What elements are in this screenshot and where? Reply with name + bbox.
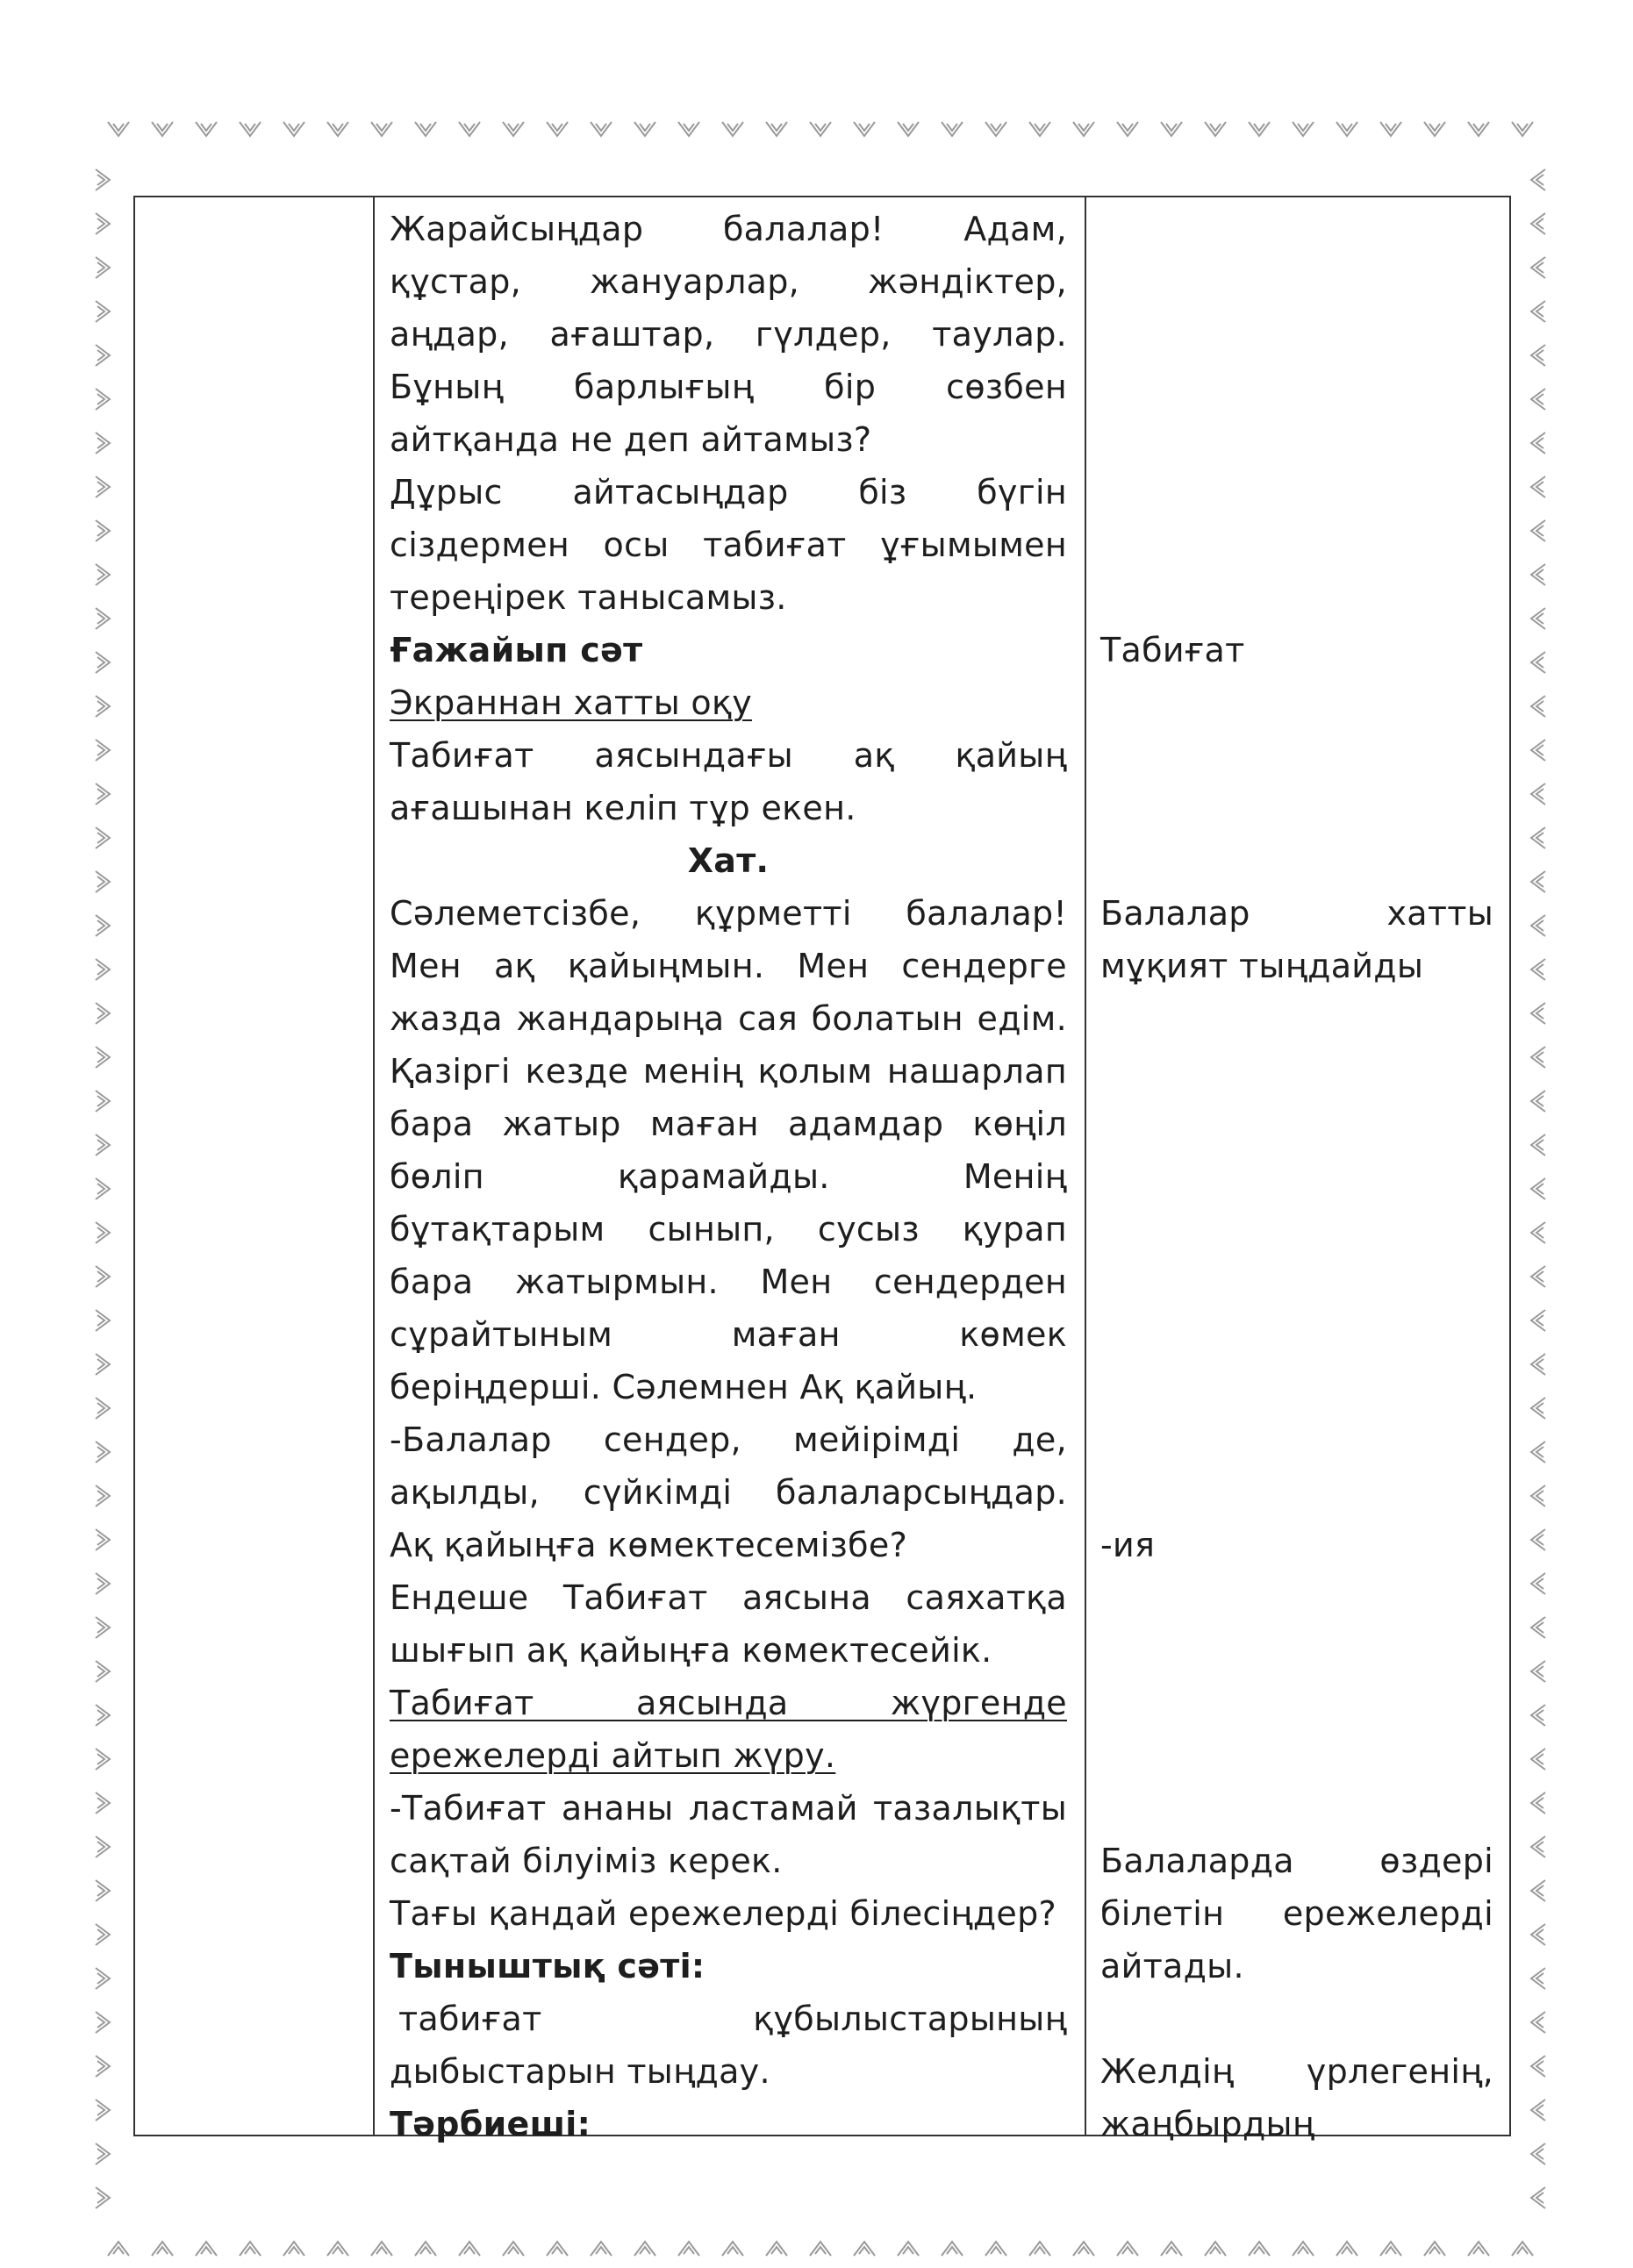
teacher-text-line: Бұның барлығың бір сөзбен — [390, 368, 1067, 406]
border-ornament — [1531, 1924, 1545, 1945]
border-ornament — [96, 1529, 110, 1550]
border-ornament — [1531, 1134, 1545, 1155]
border-ornament — [96, 1617, 110, 1638]
border-ornament — [96, 301, 110, 322]
border-ornament — [1512, 2242, 1533, 2256]
border-ornament — [96, 783, 110, 805]
border-ornament — [96, 1091, 110, 1112]
border-ornament — [1424, 2242, 1445, 2256]
children-text-line: Балалар хатты — [1100, 894, 1493, 933]
border-ornament — [1531, 959, 1545, 980]
teacher-text-line: Сәлеметсізбе, құрметті балалар! — [390, 894, 1067, 933]
border-ornament — [96, 169, 110, 190]
teacher-text-line: Табиғат аясындағы ақ қайың — [390, 736, 1067, 775]
border-ornament — [591, 122, 612, 136]
border-ornament — [1531, 301, 1545, 322]
border-ornament — [1531, 696, 1545, 717]
teacher-text-line: бара жатыр маған адамдар көңіл — [390, 1105, 1067, 1143]
border-ornament — [1293, 122, 1314, 136]
border-ornament — [1531, 2100, 1545, 2121]
children-text-line: -ия — [1100, 1526, 1156, 1564]
teacher-text-line: Тағы қандай ережелерді білесіңдер? — [390, 1894, 1056, 1933]
border-ornament — [415, 2242, 436, 2256]
border-ornament — [1531, 1398, 1545, 1419]
border-ornament — [1531, 1529, 1545, 1550]
border-ornament — [240, 122, 261, 136]
border-ornament — [1531, 2012, 1545, 2033]
border-ornament — [1531, 1178, 1545, 1199]
border-ornament — [547, 122, 568, 136]
teacher-text-line: Мен ақ қайыңмын. Мен сендерге — [390, 947, 1067, 985]
children-text-line: Желдің үрлегенің, — [1100, 2052, 1493, 2091]
children-text-line: мұқият тыңдайды — [1100, 947, 1424, 985]
teacher-text-line: Ендеше Табиғат аясына саяхатқа — [390, 1578, 1067, 1617]
border-ornament — [722, 122, 743, 136]
border-ornament — [1468, 122, 1489, 136]
teacher-text-line: Ғажайып сәт — [390, 631, 643, 669]
teacher-text-line: бұтақтарым сынып, сусыз қурап — [390, 1210, 1067, 1248]
border-ornament — [1336, 122, 1357, 136]
border-ornament — [96, 1266, 110, 1287]
border-ornament — [766, 122, 787, 136]
border-ornament — [96, 1661, 110, 1682]
border-ornament — [1117, 2242, 1138, 2256]
border-ornament — [283, 122, 304, 136]
border-ornament — [1531, 1485, 1545, 1506]
children-text-line: айтады. — [1100, 1947, 1244, 1985]
border-ornament — [942, 122, 963, 136]
border-ornament — [371, 2242, 392, 2256]
border-ornament — [152, 122, 173, 136]
border-ornament — [196, 122, 217, 136]
border-ornament — [1531, 1266, 1545, 1287]
border-ornament — [96, 213, 110, 234]
border-ornament — [1380, 2242, 1401, 2256]
border-ornament — [96, 1134, 110, 1155]
border-ornament — [96, 257, 110, 278]
border-ornament — [634, 122, 655, 136]
border-ornament — [96, 433, 110, 454]
border-ornament — [96, 1880, 110, 1901]
children-text-line: Балаларда өздері — [1100, 1842, 1493, 1880]
border-ornament — [96, 740, 110, 761]
border-ornament — [810, 2242, 831, 2256]
teacher-text-line: Тәрбиеші: — [390, 2105, 591, 2143]
border-ornament — [1161, 2242, 1182, 2256]
border-ornament — [96, 345, 110, 366]
border-ornament — [1512, 122, 1533, 136]
children-text-line: жаңбырдың — [1100, 2105, 1315, 2143]
children-note — [1100, 624, 1493, 676]
border-ornament — [96, 2056, 110, 2077]
border-ornament — [96, 608, 110, 629]
children-text-line: Табиғат — [1100, 631, 1245, 669]
border-ornament — [547, 2242, 568, 2256]
teacher-text-line: шығып ақ қайыңға көмектесейік. — [390, 1631, 992, 1670]
border-ornament — [854, 2242, 875, 2256]
border-ornament — [1205, 2242, 1226, 2256]
border-ornament — [722, 2242, 743, 2256]
border-ornament — [108, 2242, 129, 2256]
border-ornament — [1073, 122, 1094, 136]
border-ornament — [96, 476, 110, 497]
teacher-text-line: бара жатырмын. Мен сендерден — [390, 1263, 1067, 1301]
border-ornament — [1531, 1573, 1545, 1594]
border-ornament — [810, 122, 831, 136]
teacher-text-line: бөліп қарамайды. Менің — [390, 1157, 1067, 1196]
border-ornament — [96, 1749, 110, 1770]
children-note — [1100, 887, 1493, 992]
border-ornament — [96, 827, 110, 848]
border-ornament — [1531, 1792, 1545, 1814]
border-ornament — [96, 1836, 110, 1857]
border-ornament — [1117, 122, 1138, 136]
border-ornament — [1531, 915, 1545, 936]
teacher-text-line: аңдар, ағаштар, гүлдер, таулар. — [390, 315, 1067, 354]
border-ornament — [1293, 2242, 1314, 2256]
border-ornament — [1531, 169, 1545, 190]
border-ornament — [1249, 122, 1270, 136]
border-ornament — [1531, 2187, 1545, 2208]
border-ornament — [96, 564, 110, 585]
teacher-text-line: тереңірек танысамыз. — [390, 578, 787, 617]
border-ornament — [96, 1398, 110, 1419]
border-ornament — [108, 122, 129, 136]
border-ornament — [1531, 520, 1545, 541]
teacher-text-line: жазда жандарыңа сая болатын едім. — [390, 999, 1067, 1038]
border-ornament — [1531, 1836, 1545, 1857]
border-ornament — [1531, 827, 1545, 848]
border-ornament — [1531, 1749, 1545, 1770]
border-ornament — [415, 122, 436, 136]
border-ornament — [1531, 652, 1545, 673]
border-ornament — [1531, 1222, 1545, 1243]
border-ornament — [459, 122, 480, 136]
border-ornament — [152, 2242, 173, 2256]
border-ornament — [1531, 1968, 1545, 1989]
border-ornament — [96, 1047, 110, 1068]
border-ornament — [1424, 122, 1445, 136]
border-ornament — [1531, 1880, 1545, 1901]
border-ornament — [1531, 389, 1545, 410]
border-ornament — [283, 2242, 304, 2256]
border-ornament — [96, 1485, 110, 1506]
border-ornament — [503, 122, 524, 136]
teacher-text-line: -Табиғат ананы ластамай тазалықты — [390, 1789, 1067, 1828]
border-ornament — [854, 122, 875, 136]
border-ornament — [1531, 871, 1545, 892]
teacher-text-line: құстар, жануарлар, жәндіктер, — [390, 262, 1067, 301]
teacher-text-line: дыбыстарын тыңдау. — [390, 2052, 770, 2091]
teacher-text-line: Ақ қайыңға көмектесемізбе? — [390, 1526, 908, 1564]
border-ornament — [898, 122, 919, 136]
border-ornament — [985, 2242, 1006, 2256]
border-ornament — [1531, 476, 1545, 497]
border-ornament — [678, 122, 699, 136]
border-ornament — [96, 2100, 110, 2121]
border-ornament — [942, 2242, 963, 2256]
border-ornament — [1531, 1354, 1545, 1375]
teacher-text-line: Жарайсыңдар балалар! Адам, — [390, 210, 1067, 248]
border-ornament — [96, 871, 110, 892]
border-ornament — [898, 2242, 919, 2256]
border-ornament — [1029, 122, 1050, 136]
children-note — [1100, 1835, 1493, 1993]
border-ornament — [1336, 2242, 1357, 2256]
border-ornament — [1531, 345, 1545, 366]
border-ornament — [1380, 122, 1401, 136]
teacher-text-line: табиғат құбылыстарының — [398, 2000, 1067, 2038]
border-ornament — [1531, 2143, 1545, 2164]
teacher-text-line: ағашынан келіп тұр екен. — [390, 789, 856, 827]
border-ornament — [1531, 213, 1545, 234]
border-ornament — [1531, 1442, 1545, 1463]
border-ornament — [96, 652, 110, 673]
border-ornament — [96, 915, 110, 936]
border-ornament — [503, 2242, 524, 2256]
teacher-text-line: ақылды, сүйкімді балаларсыңдар. — [390, 1473, 1067, 1512]
border-ornament — [1205, 122, 1226, 136]
border-ornament — [678, 2242, 699, 2256]
teacher-text-line: Хат. — [687, 841, 770, 880]
border-ornament — [459, 2242, 480, 2256]
border-ornament — [1531, 1003, 1545, 1024]
teacher-text-line: Табиғат аясында жүргенде — [390, 1684, 1067, 1722]
column-divider-left — [373, 197, 375, 2135]
border-ornament — [240, 2242, 261, 2256]
border-ornament — [591, 2242, 612, 2256]
children-text-line: білетін ережелерді — [1100, 1894, 1493, 1933]
border-ornament — [96, 1442, 110, 1463]
teacher-text-line: сақтай білуіміз керек. — [390, 1842, 783, 1880]
teacher-text-line: айтқанда не деп айтамыз? — [390, 420, 872, 459]
border-ornament — [96, 696, 110, 717]
border-ornament — [1531, 1617, 1545, 1638]
border-ornament — [1531, 740, 1545, 761]
border-ornament — [96, 2143, 110, 2164]
column-divider-right — [1085, 197, 1086, 2135]
teacher-text-line: -Балалар сендер, мейірімді де, — [390, 1420, 1067, 1459]
border-ornament — [1531, 1047, 1545, 1068]
border-ornament — [1531, 433, 1545, 454]
teacher-text-line: ережелерді айтып жүру. — [390, 1736, 836, 1775]
border-ornament — [1531, 1661, 1545, 1682]
border-ornament — [1531, 1705, 1545, 1726]
border-ornament — [1249, 2242, 1270, 2256]
border-ornament — [96, 1792, 110, 1814]
border-ornament — [96, 520, 110, 541]
border-ornament — [1531, 2056, 1545, 2077]
border-ornament — [327, 2242, 348, 2256]
teacher-text-line: Қазіргі кезде менің қолым нашарлап — [390, 1052, 1067, 1091]
border-ornament — [196, 2242, 217, 2256]
border-ornament — [96, 1968, 110, 1989]
border-ornament — [766, 2242, 787, 2256]
border-ornament — [96, 1178, 110, 1199]
border-ornament — [96, 1924, 110, 1945]
border-ornament — [1029, 2242, 1050, 2256]
border-ornament — [1531, 257, 1545, 278]
border-ornament — [96, 1310, 110, 1331]
teacher-text-line: сұрайтыным маған көмек — [390, 1315, 1067, 1354]
teacher-activity-column — [390, 203, 1067, 2150]
border-ornament — [1531, 1091, 1545, 1112]
lesson-plan-table — [133, 196, 1511, 2143]
teacher-text-line: Экраннан хатты оқу — [390, 683, 753, 722]
border-ornament — [96, 1573, 110, 1594]
border-ornament — [96, 1705, 110, 1726]
teacher-text-line: беріңдерші. Сәлемнен Ақ қайың. — [390, 1368, 978, 1406]
border-ornament — [96, 1222, 110, 1243]
border-ornament — [96, 1003, 110, 1024]
border-ornament — [327, 122, 348, 136]
border-ornament — [371, 122, 392, 136]
border-ornament — [96, 1354, 110, 1375]
border-ornament — [1531, 608, 1545, 629]
border-ornament — [1468, 2242, 1489, 2256]
border-ornament — [1531, 564, 1545, 585]
border-ornament — [96, 959, 110, 980]
children-note — [1100, 2045, 1493, 2150]
border-ornament — [1531, 1310, 1545, 1331]
border-ornament — [1161, 122, 1182, 136]
border-ornament — [96, 389, 110, 410]
border-ornament — [634, 2242, 655, 2256]
border-ornament — [985, 122, 1006, 136]
teacher-text-line: сіздермен осы табиғат ұғымымен — [390, 526, 1067, 564]
children-note — [1100, 1519, 1493, 1571]
teacher-text-line: Тыныштық сәті: — [390, 1947, 705, 1985]
border-ornament — [96, 2187, 110, 2208]
teacher-text-line: Дұрыс айтасыңдар біз бүгін — [390, 473, 1067, 512]
border-ornament — [96, 2012, 110, 2033]
border-ornament — [1531, 783, 1545, 805]
border-ornament — [1073, 2242, 1094, 2256]
